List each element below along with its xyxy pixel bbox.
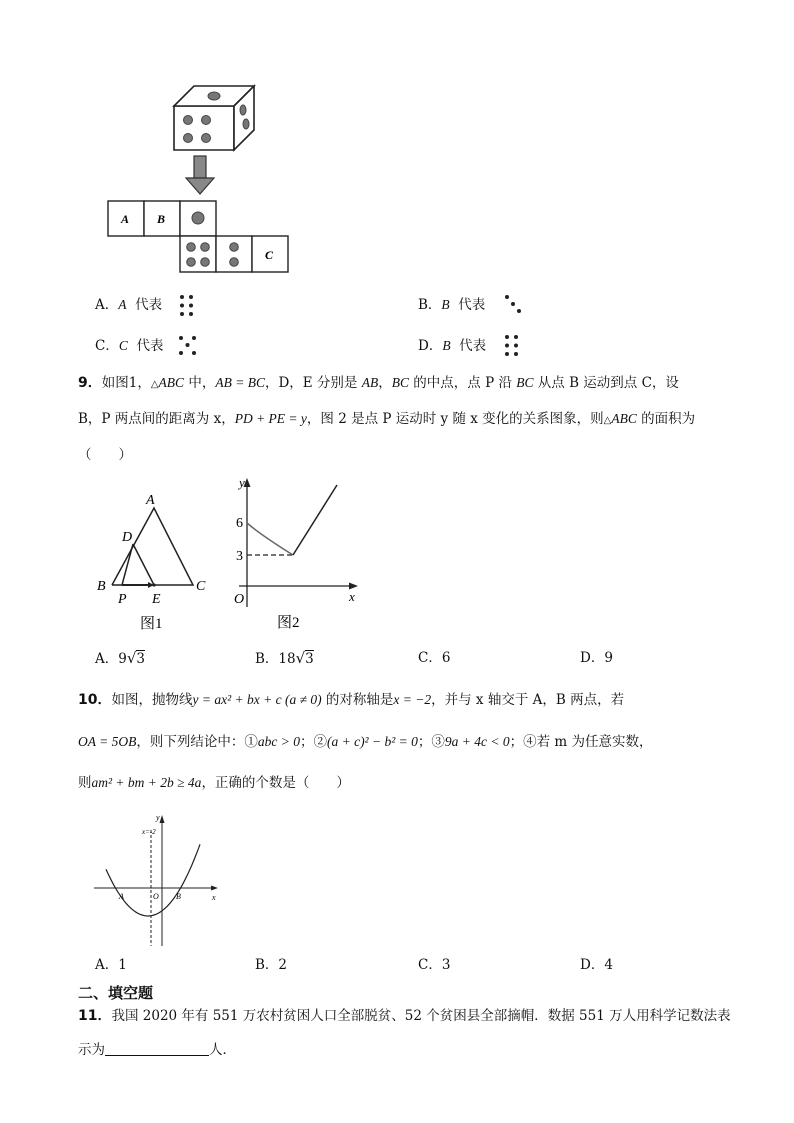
svg-text:A: A — [146, 493, 155, 508]
q8-option-b[interactable]: B．B 代表 — [418, 297, 486, 313]
cube-top-pip — [208, 92, 220, 100]
svg-text:A: A — [119, 892, 124, 901]
q10-text-line-1: 10．如图，抛物线y = ax² + bx + c (a ≠ 0) 的对称轴是x = −2，并与 x 轴交于 A，B 两点，若 — [78, 692, 625, 708]
svg-text:y: y — [156, 813, 160, 822]
q9-option-d[interactable]: D．9 — [580, 650, 613, 666]
q10-option-d[interactable]: D．4 — [580, 957, 613, 973]
svg-text:D: D — [122, 530, 133, 545]
q10-option-c[interactable]: C．3 — [418, 957, 451, 973]
svg-text:O: O — [234, 592, 245, 607]
pip-six-icon — [178, 294, 196, 318]
net-square-four — [180, 236, 216, 272]
q9-option-a[interactable]: A．9√3 — [95, 649, 145, 667]
pip-five-icon — [178, 334, 198, 358]
pip-six-icon — [503, 334, 521, 358]
q9-text-line-2: B，P 两点间的距离为 x，PD + PE = y，图 2 是点 P 运动时 y 随 x 变化的关系图象，则△ABC 的面积为 — [78, 411, 696, 427]
q9-figure-1 — [90, 488, 220, 633]
q10-text-line-3: 则am² + bm + 2b ≥ 4a，正确的个数是（ ） — [78, 775, 350, 791]
svg-text:y: y — [239, 475, 245, 490]
svg-text:B: B — [176, 892, 181, 901]
q9-option-b[interactable]: B．18√3 — [255, 649, 314, 667]
q10-option-a[interactable]: A．1 — [95, 957, 127, 973]
q10-text-line-2: OA = 5OB，则下列结论中：①abc > 0；②(a + c)² − b² = 0；③9a + 4c < 0；④若 m 为任意实数， — [78, 734, 653, 750]
svg-text:B: B — [97, 579, 106, 594]
cube-side-pip — [240, 105, 246, 115]
q9-figure-2 — [225, 475, 365, 635]
cube-front-pip — [184, 116, 193, 125]
cube-front-pip — [184, 134, 193, 143]
figure-1-caption: 图1 — [140, 616, 163, 632]
q11-text-line-2: 示为 人． — [78, 1042, 236, 1058]
svg-text:O: O — [153, 892, 159, 901]
figure-2-caption: 图2 — [277, 615, 300, 631]
parabola-curve — [106, 844, 200, 916]
q8-option-c[interactable]: C．C 代表 — [95, 338, 164, 354]
q10-parabola-graph — [90, 808, 225, 950]
net-label-c: C — [265, 248, 274, 262]
down-arrow-icon — [186, 156, 214, 194]
svg-text:x=-2: x=-2 — [142, 828, 156, 836]
answer-blank[interactable] — [105, 1041, 209, 1056]
dice-figure — [100, 80, 320, 280]
svg-text:x: x — [212, 893, 216, 902]
q8-option-d[interactable]: D．B 代表 — [418, 338, 487, 354]
svg-text:C: C — [196, 579, 206, 594]
pip-three-diagonal-icon — [503, 293, 523, 317]
svg-text:E: E — [152, 592, 161, 607]
cube-front-pip — [202, 116, 211, 125]
cube-front-pip — [202, 134, 211, 143]
svg-text:3: 3 — [236, 549, 243, 564]
net-label-a: A — [121, 212, 130, 226]
net-label-b: B — [157, 212, 166, 226]
q9-text-line-1: 9．如图1，△ABC 中，AB = BC，D，E 分别是 AB，BC 的中点，点 P 沿 BC 从点 B 运动到点 C，设 — [78, 375, 679, 391]
svg-text:6: 6 — [236, 516, 243, 531]
cube-side-pip — [243, 119, 249, 129]
q11-text-line-1: 11．我国 2020 年有 551 万农村贫困人口全部脱贫、52 个贫困县全部摘帽．数据 551 万人用科学记数法表 — [78, 1008, 731, 1024]
svg-text:x: x — [349, 589, 355, 604]
svg-text:P: P — [118, 592, 127, 607]
q9-answer-paren: （ ） — [78, 447, 132, 463]
q8-option-a[interactable]: A．A 代表 — [95, 297, 163, 313]
q9-option-c[interactable]: C．6 — [418, 650, 451, 666]
section-heading: 二、填空题 — [78, 984, 154, 1002]
q10-option-b[interactable]: B．2 — [255, 957, 288, 973]
